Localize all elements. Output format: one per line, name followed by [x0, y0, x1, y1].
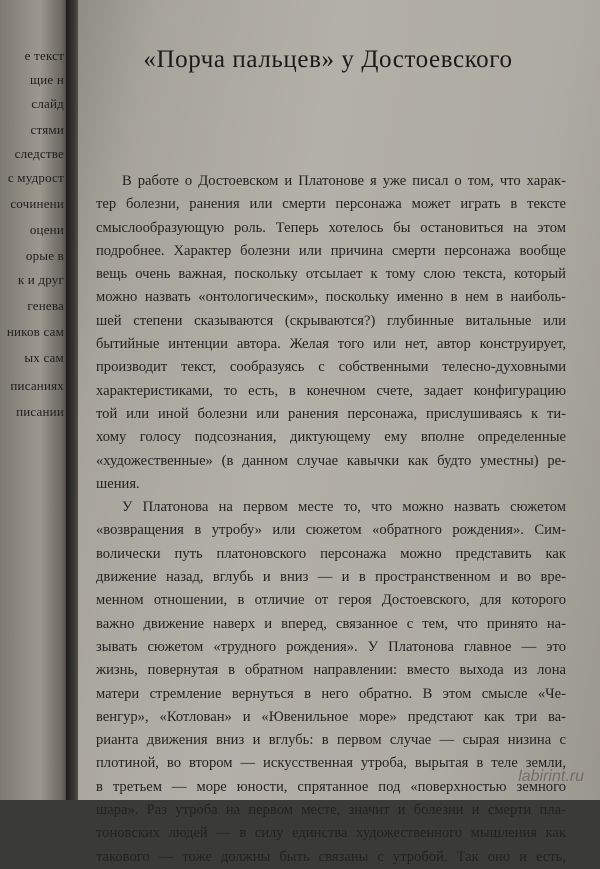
left-page-line: слайд: [31, 96, 64, 111]
text-line: подробнее. Характер болезни или причина смерти персонажа вообще: [96, 242, 566, 259]
left-page-line: щие н: [30, 72, 64, 87]
text-line: волически путь платоновского персонажа можно представить как: [96, 545, 566, 562]
body-text: [96, 170, 566, 869]
text-line: движение назад, вглубь и вниз — и в пространственном и во вре-: [96, 569, 566, 586]
text-line: матери стремление вернуться в него обратно. В этом смысле «Че-: [96, 685, 566, 702]
text-line: важно движение наверх и вперед, связанное с тем, что принято на-: [96, 615, 566, 632]
text-line: такового — тоже должны быть связаны с утробой. Так оно и есть,: [96, 848, 566, 865]
text-line: смыслообразующую роль. Теперь хотелось бы остановиться на этом: [96, 219, 566, 236]
text-line: производит текст, сообразуясь с собственными телесно-духовными: [96, 359, 566, 376]
text-line: «возвращения в утробу» или сюжетом «обратного рождения». Сим-: [96, 522, 566, 539]
left-page-line: стями: [30, 122, 64, 137]
text-line: шара». Раз утроба на первом месте, значит и болезни и смерти пла-: [96, 802, 566, 819]
text-line: шей степени сказываются (скрываются?) глубинные витальные или: [96, 312, 566, 329]
text-line: шения.: [96, 475, 140, 492]
text-line: жизнь, повернутая в обратном направлении: вместо выхода из лона: [96, 662, 566, 679]
left-page-line: ых сам: [24, 350, 64, 365]
text-line: в третьем — море юности, спрятанное под «поверхностью земного: [96, 778, 566, 795]
left-page-line: следстве: [14, 146, 64, 161]
left-page-line: e текст: [24, 48, 64, 63]
left-page-line: оцени: [29, 222, 64, 237]
text-line: той или иной болезни или ранения персонажа, прислушиваясь к ти-: [96, 405, 566, 422]
text-line: тер болезни, ранения или смерти персонажа может играть в тексте: [96, 196, 566, 213]
text-line: можно назвать «онтологическим», поскольку именно в нем в наиболь-: [96, 289, 566, 306]
text-line: зывать сюжетом «трудного рождения». У Платонова главное — это: [96, 638, 566, 655]
text-line: плотиной, во втором — искусственная утроба, вырытая в теле земли,: [96, 755, 566, 772]
text-line: менном отношении, в отличие от героя Достоевского, для которого: [96, 592, 566, 609]
text-line: хому голосу подсознания, диктующему ему вполне определенные: [96, 429, 566, 446]
right-page: [78, 0, 600, 865]
left-page-line: писаниях: [10, 378, 64, 393]
watermark: labirint.ru: [518, 768, 584, 785]
left-page-line: сочинени: [10, 196, 64, 211]
left-page-line: писании: [16, 404, 64, 419]
text-line: характеристиками, то есть, в конечном счете, задает конфигурацию: [96, 382, 566, 399]
text-line: тоновских людей — в силу единства художественного мышления как: [96, 825, 566, 842]
left-page-edge: [0, 0, 72, 800]
text-line: «художественные» (в данном случае кавычки как будто уместны) ре-: [96, 452, 566, 469]
text-line: венгур», «Котлован» и «Ювенильное море» предстают как три ва-: [96, 708, 566, 725]
left-page-line: орые в: [25, 248, 64, 263]
text-line: В работе о Достоевском и Платонове я уже писал о том, что харак-: [122, 173, 566, 189]
left-page-line: генева: [27, 298, 64, 313]
text-line: рианта движения вниз и вглубь: в первом случае — сырая низина с: [96, 732, 566, 749]
left-page-line: с мудрост: [7, 170, 64, 185]
text-line: бытийные интенции автора. Желая того или нет, автор конструирует,: [96, 336, 566, 353]
text-line: У Платонова на первом месте то, что можно назвать сюжетом: [122, 499, 566, 516]
left-page-line: ников сам: [6, 324, 64, 339]
text-line: вещь очень важная, поскольку отсылает к тому слою текста, который: [96, 266, 566, 283]
chapter-title: «Порча пальцев» у Достоевского: [143, 46, 513, 73]
left-page-line: к и друг: [17, 272, 64, 287]
